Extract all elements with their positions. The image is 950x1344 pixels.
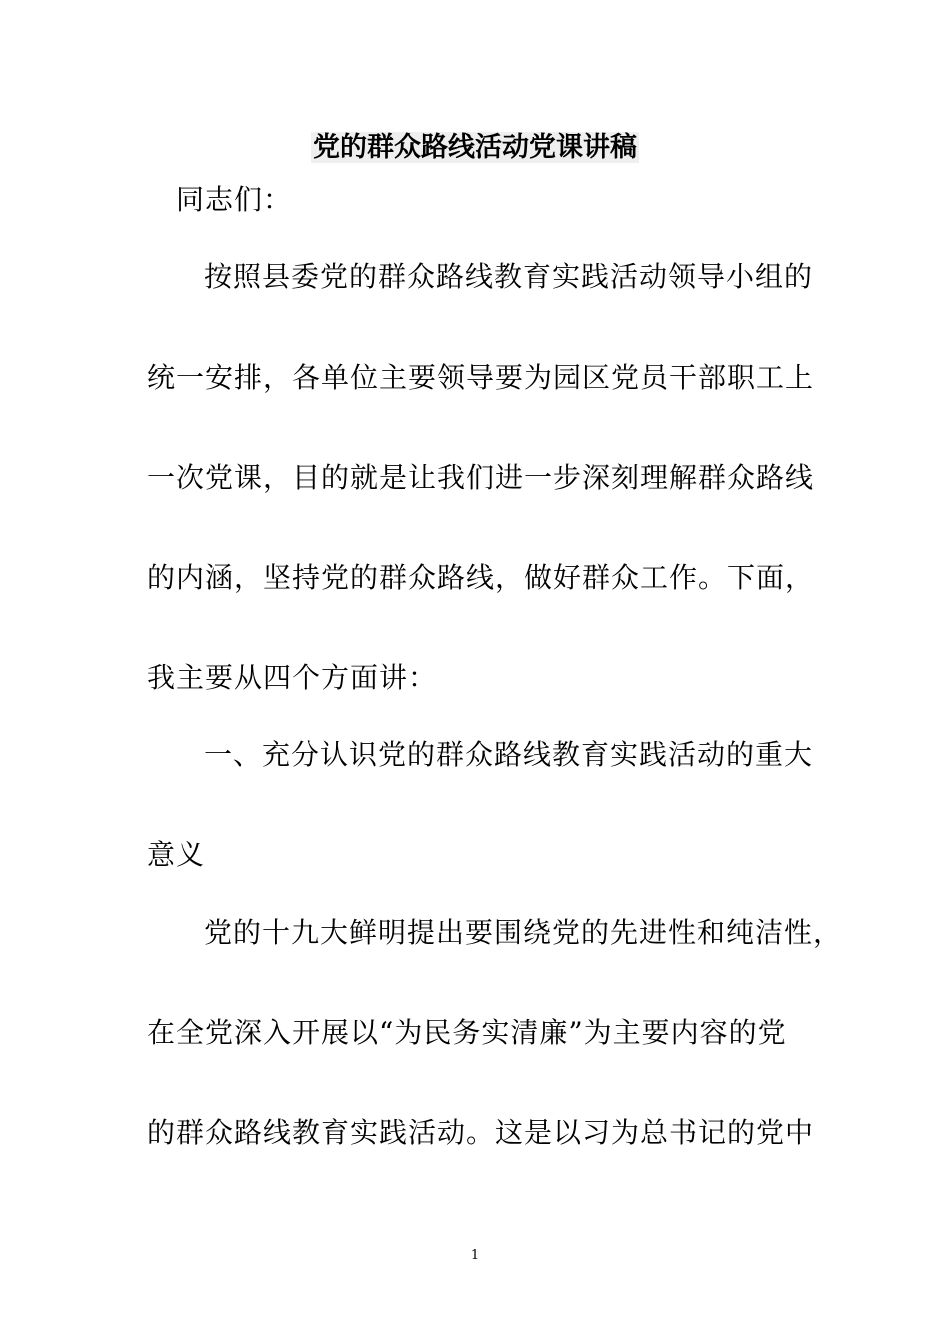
paragraph-line-5: 我主要从四个方面讲：	[147, 661, 438, 694]
document-title	[0, 128, 950, 168]
section-heading-line-1: 一、充分认识党的群众路线教育实践活动的重大	[204, 738, 814, 771]
section-heading-line-2: 意义	[147, 838, 206, 871]
paragraph-line-2: 统一安排，各单位主要领导要为园区党员干部职工上	[147, 361, 815, 394]
paragraph-line-4: 的内涵，坚持党的群众路线，做好群众工作。下面，	[147, 561, 815, 594]
paragraph-line-7: 在全党深入开展以“为民务实清廉”为主要内容的党	[147, 1016, 787, 1049]
salutation: 同志们：	[176, 183, 293, 216]
paragraph-line-8: 的群众路线教育实践活动。这是以习为总书记的党中	[147, 1116, 815, 1149]
paragraph-line-1: 按照县委党的群众路线教育实践活动领导小组的	[204, 260, 814, 293]
paragraph-line-3: 一次党课，目的就是让我们进一步深刻理解群众路线	[147, 461, 815, 494]
paragraph-line-6: 党的十九大鲜明提出要围绕党的先进性和纯洁性，	[204, 916, 843, 949]
page-number: 1	[470, 1248, 480, 1263]
document-title-text: 党的群众路线活动党课讲稿	[313, 132, 637, 163]
